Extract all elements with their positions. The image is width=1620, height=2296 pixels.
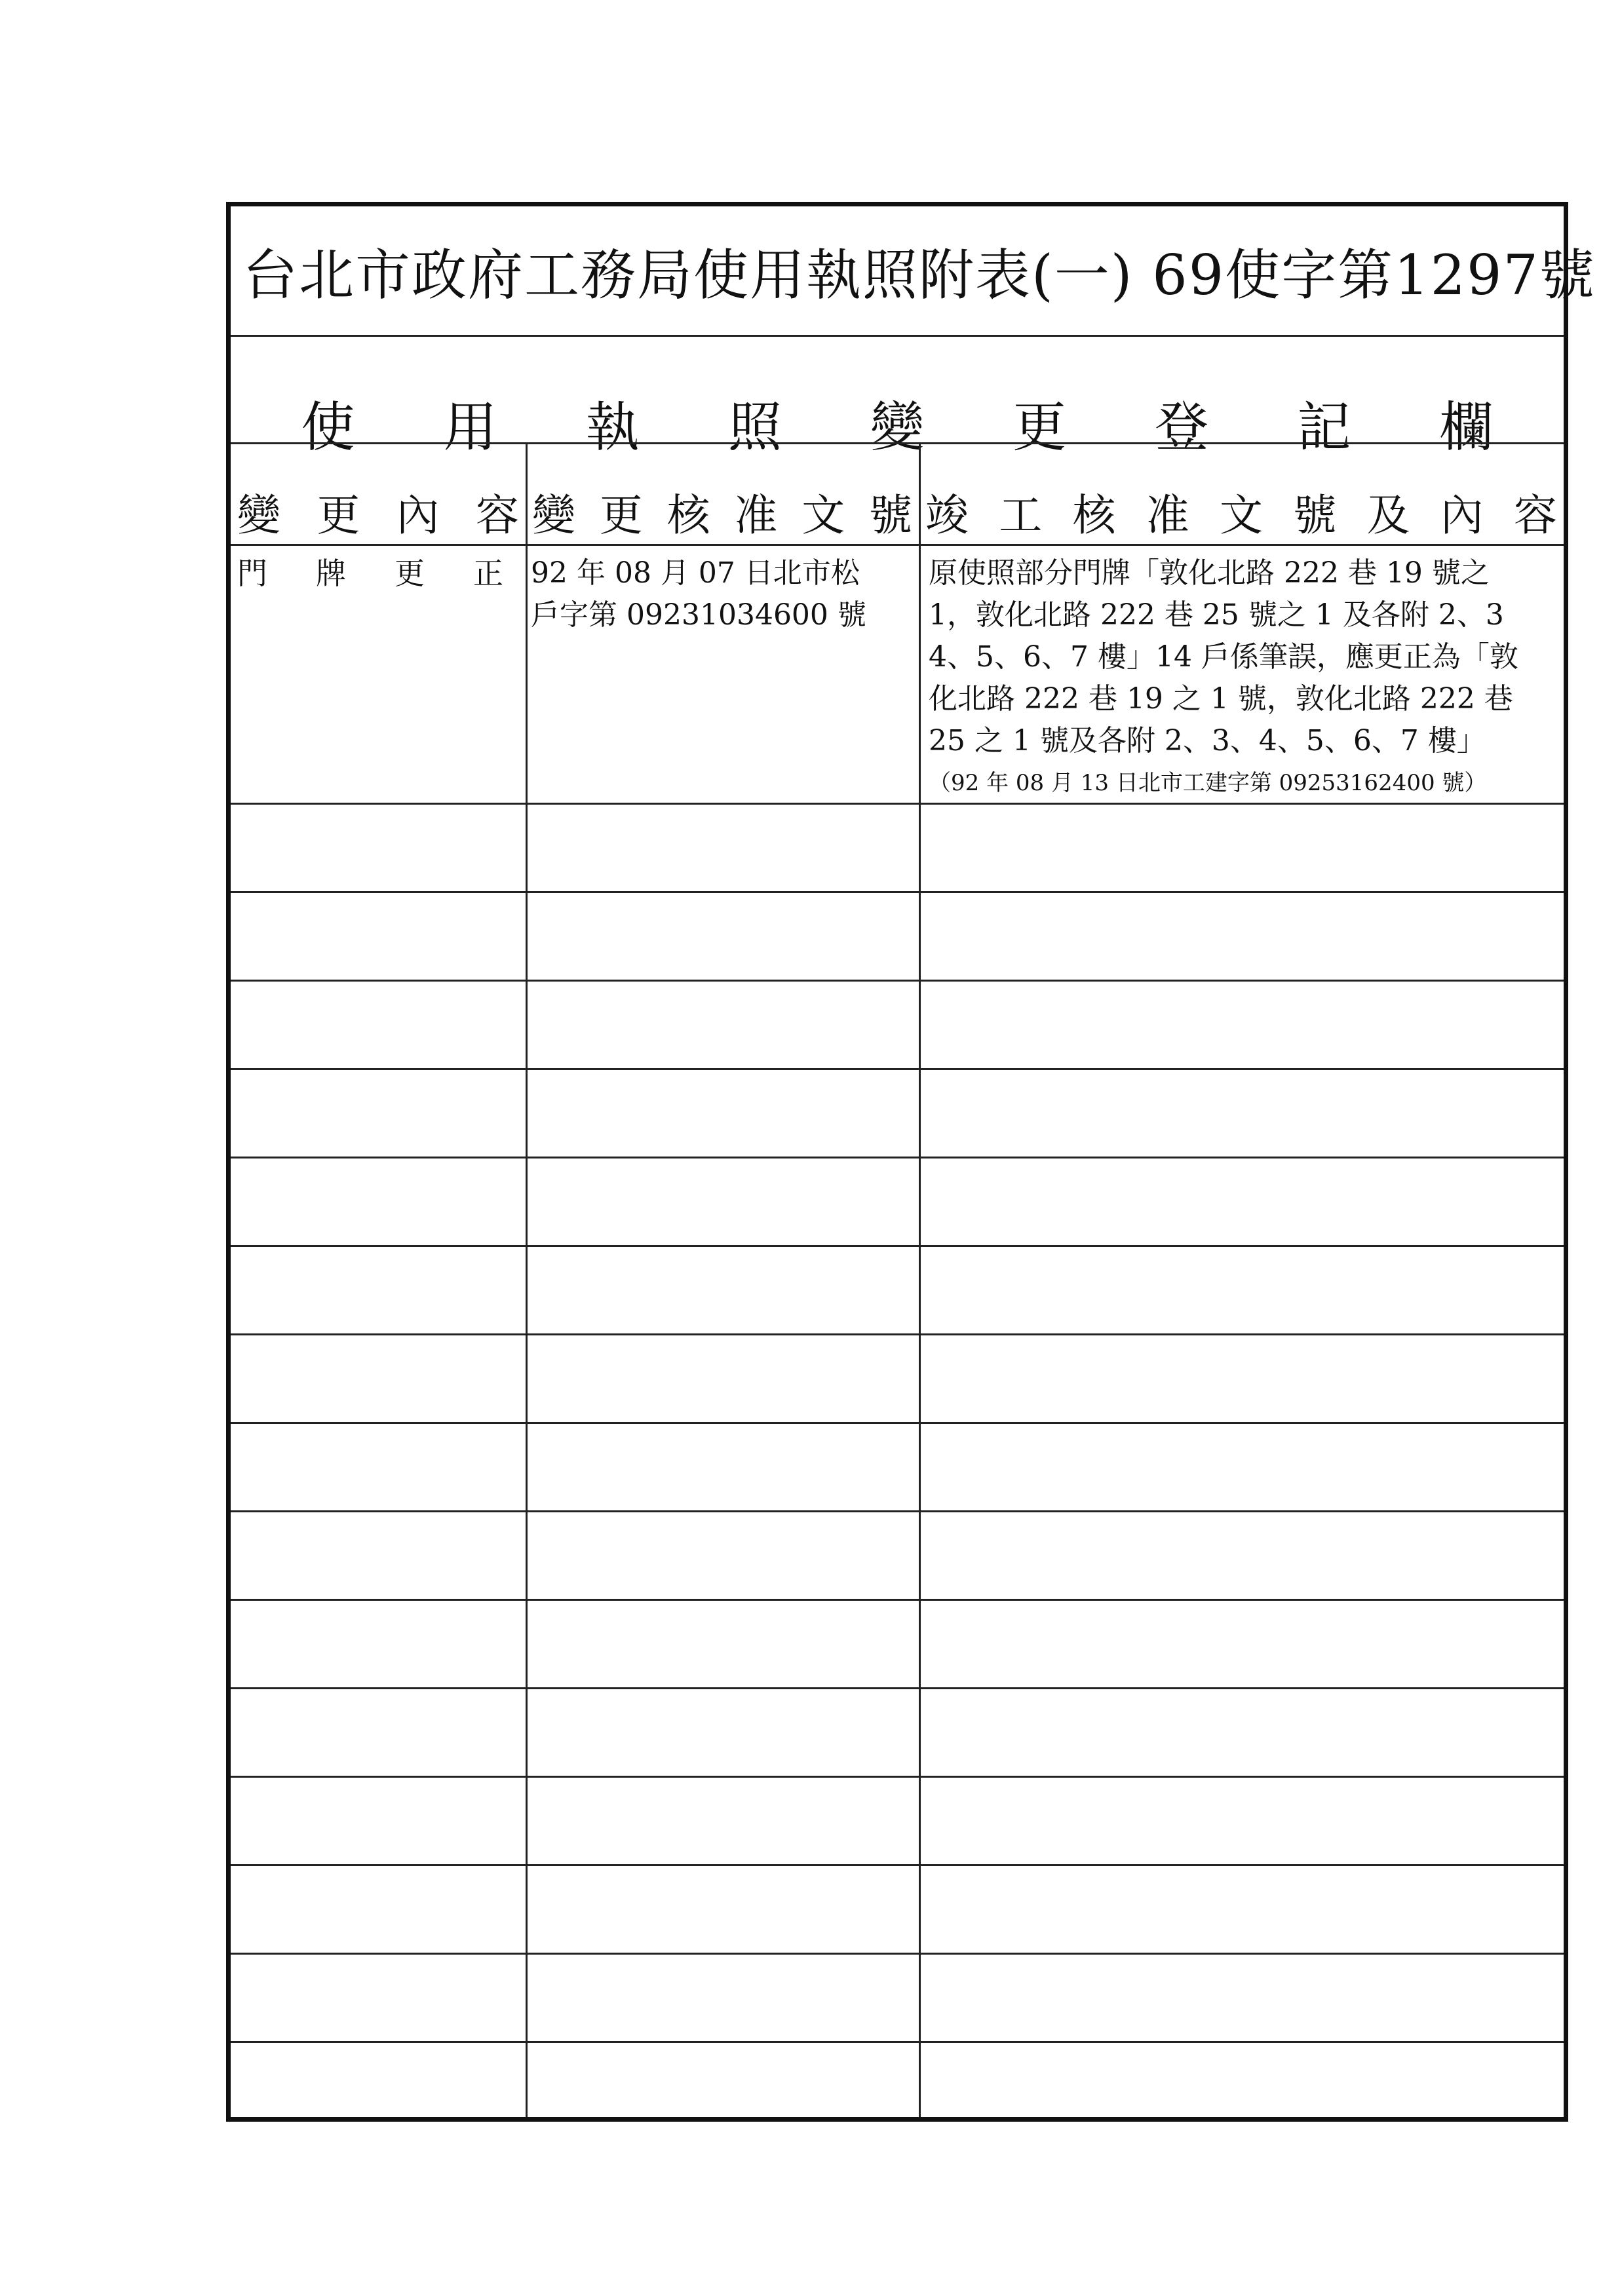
row-divider	[231, 1510, 1564, 1512]
header-char: 文	[801, 489, 845, 541]
entry-completion-content	[929, 552, 1518, 804]
header-char: 變	[237, 489, 280, 541]
row-divider	[231, 1687, 1564, 1689]
entry-char: 牌	[316, 556, 346, 591]
header-char: 號	[868, 489, 912, 541]
banner-char: 使	[301, 396, 355, 459]
entry-line: 化北路 222 巷 19 之 1 號，敦化北路 222 巷	[929, 682, 1513, 716]
header-char: 變	[532, 489, 575, 541]
row-divider	[231, 1245, 1564, 1247]
banner-char: 欄	[1439, 396, 1494, 459]
entry-line: 4、5、6、7 樓」14 戶係筆誤，應更正為「敦	[929, 640, 1518, 674]
row-divider	[231, 1157, 1564, 1158]
divider-header	[231, 544, 1564, 546]
row-divider	[231, 803, 1564, 805]
row-divider	[231, 1068, 1564, 1070]
banner-char: 記	[1297, 396, 1351, 459]
row-divider	[231, 891, 1564, 893]
row-divider	[231, 1864, 1564, 1866]
entry-line: 1，敦化北路 222 巷 25 號之 1 及各附 2、3	[929, 598, 1504, 632]
header-char: 核	[1072, 489, 1116, 541]
entry-char: 更	[395, 556, 425, 591]
entry-line: 25 之 1 號及各附 2、3、4、5、6、7 樓」	[929, 724, 1486, 757]
header-char: 准	[1146, 489, 1189, 541]
entry-line: 戶字第 09231034600 號	[531, 598, 866, 632]
header-change-content	[231, 469, 526, 554]
divider-banner	[231, 442, 1564, 444]
banner-char: 執	[585, 396, 640, 459]
change-registration-banner	[231, 364, 1564, 482]
header-char: 內	[396, 489, 440, 541]
entry-change-content	[237, 552, 512, 594]
header-char: 容	[475, 489, 519, 541]
header-char: 工	[999, 489, 1043, 541]
header-char: 准	[734, 489, 778, 541]
banner-char: 變	[870, 396, 924, 459]
divider-title	[231, 335, 1564, 337]
header-char: 及	[1366, 489, 1410, 541]
entry-line: 92 年 08 月 07 日北市松	[531, 556, 860, 590]
banner-char: 照	[727, 396, 782, 459]
row-divider	[231, 1599, 1564, 1601]
row-divider	[231, 1953, 1564, 1955]
banner-char: 用	[443, 396, 497, 459]
header-char: 竣	[925, 489, 969, 541]
entry-line: 原使照部分門牌「敦化北路 222 巷 19 號之	[929, 556, 1490, 590]
entry-reference: （92 年 08 月 13 日北市工建字第 09253162400 號）	[929, 770, 1487, 796]
header-char: 內	[1440, 489, 1484, 541]
header-char: 核	[666, 489, 710, 541]
banner-char: 登	[1155, 396, 1209, 459]
header-char: 更	[599, 489, 643, 541]
row-divider	[231, 1422, 1564, 1424]
row-divider	[231, 1776, 1564, 1778]
header-char: 更	[317, 489, 360, 541]
header-approval-number	[526, 469, 919, 554]
header-char: 號	[1293, 489, 1337, 541]
form-title: 台北市政府工務局使用執照附表(一) 69使字第1297號	[242, 243, 1596, 307]
row-divider	[231, 1333, 1564, 1335]
header-char: 文	[1220, 489, 1263, 541]
header-completion-approval	[919, 469, 1564, 554]
entry-char: 正	[473, 556, 503, 591]
header-char: 容	[1514, 489, 1557, 541]
entry-approval-number	[531, 552, 866, 636]
entry-char: 門	[237, 556, 267, 591]
license-form-frame	[226, 202, 1596, 2122]
row-divider	[231, 2041, 1564, 2043]
banner-char: 更	[1013, 396, 1067, 459]
row-divider	[231, 980, 1564, 982]
